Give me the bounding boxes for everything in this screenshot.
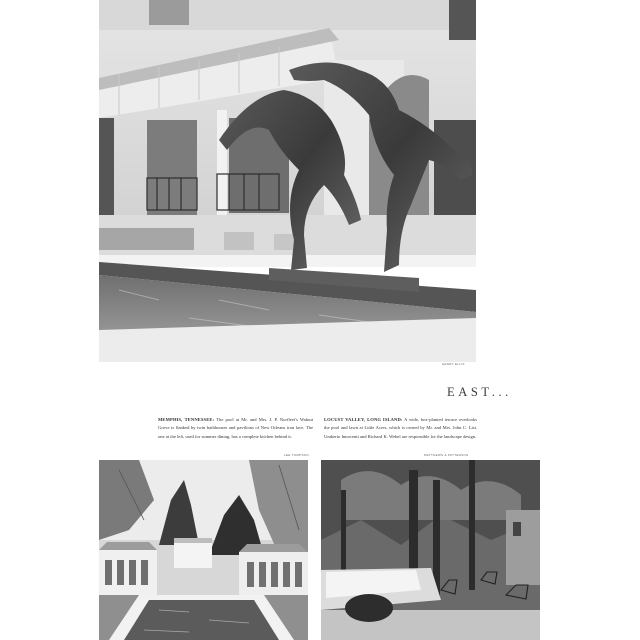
memphis-caption-body: The pool at Mr. and Mrs. J. P. Norfleet's Walnut Grove is flanked by twin bathhouses and pavilions of New Orleans iron lace. The one at the left, used for summer dining, has a complete kitchen behind it. [158, 417, 313, 439]
locust-valley-caption-body: A wide, box-planted terrace overlooks the pool and lawn at Little Acres, which is owned by Mr. and Mrs. John C. List. Umberto Innocenti and Richard K. Webel are responsible for the landscape design. [324, 417, 477, 439]
memphis-caption-lead: MEMPHIS, TENNESSEE: [158, 417, 215, 422]
sculpture-pool-photo [99, 0, 476, 362]
memphis-caption [158, 416, 313, 441]
walnut-grove-pool-photo [99, 460, 308, 640]
bottom-right-photo-credit: MATTHEWS & PATTERSON [424, 453, 469, 457]
section-heading: EAST... [447, 385, 512, 399]
top-photo-credit: HENRY ELLIS [442, 362, 465, 366]
locust-valley-caption-lead: LOCUST VALLEY, LONG ISLAND: [324, 417, 403, 422]
bottom-left-photo-credit: LEE TOMPSON [284, 453, 309, 457]
little-acres-terrace-photo [321, 460, 540, 640]
locust-valley-caption [324, 416, 477, 441]
